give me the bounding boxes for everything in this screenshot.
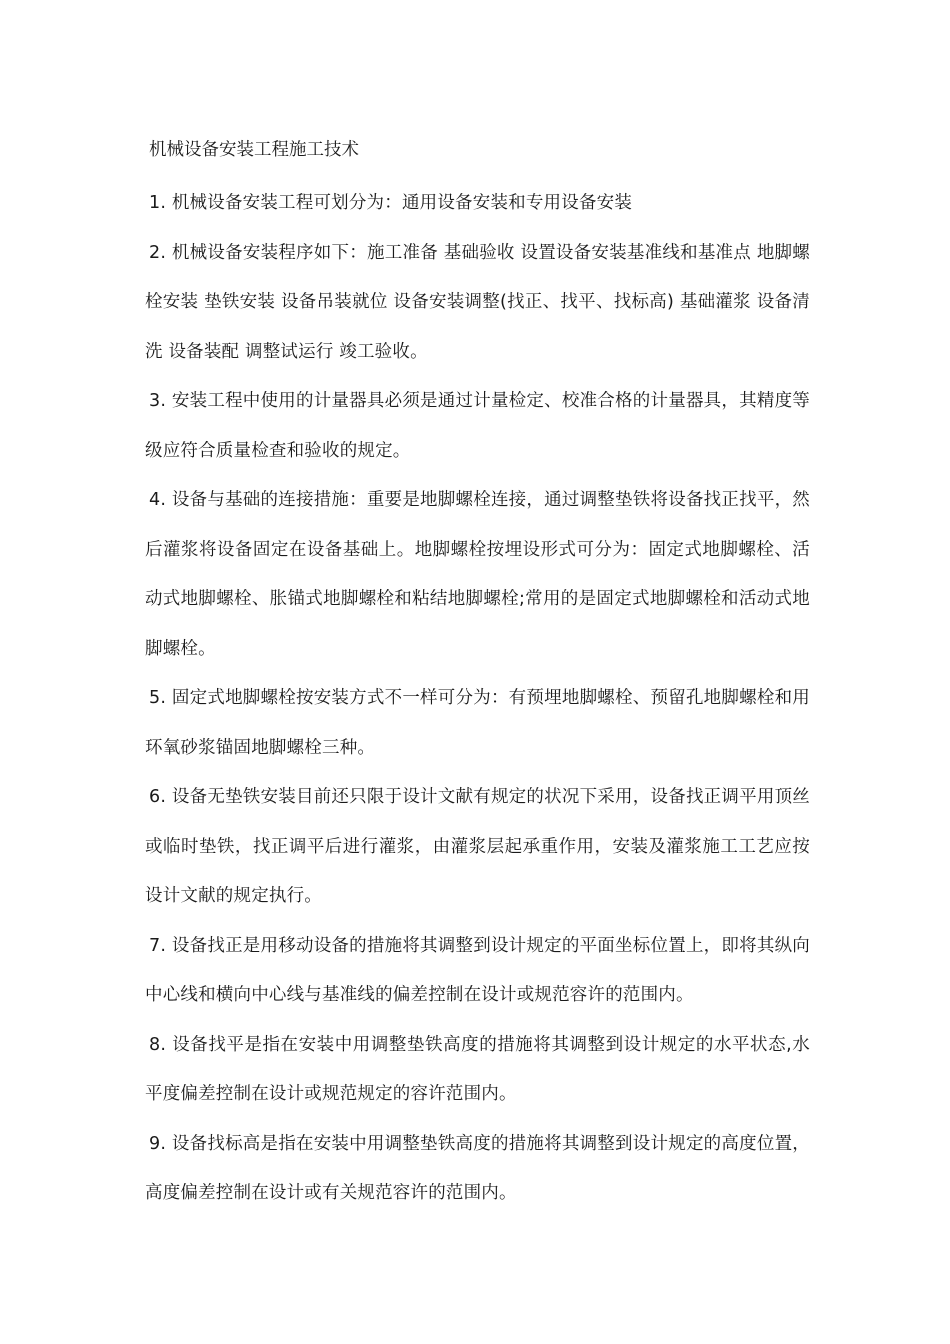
paragraph-3: 3. 安装工程中使用的计量器具必须是通过计量检定、校准合格的计量器具，其精度等级应符合质量检查和验收的规定。 (145, 391, 810, 461)
document-page (145, 134, 810, 1219)
paragraph-4: 4. 设备与基础的连接措施：重要是地脚螺栓连接，通过调整垫铁将设备找正找平，然后灌浆将设备固定在设备基础上。地脚螺栓按埋设形式可分为：固定式地脚螺栓、活动式地脚螺栓、胀锚式地脚螺栓和粘结地脚螺栓;常用的是固定式地脚螺栓和活动式地脚螺栓。 (145, 490, 810, 659)
paragraph-9: 9. 设备找标高是指在安装中用调整垫铁高度的措施将其调整到设计规定的高度位置，高度偏差控制在设计或有关规范容许的范围内。 (145, 1133, 810, 1203)
paragraph-5: 5. 固定式地脚螺栓按安装方式不一样可分为：有预埋地脚螺栓、预留孔地脚螺栓和用环氧砂浆锚固地脚螺栓三种。 (145, 688, 810, 758)
document-title: 机械设备安装工程施工技术 (149, 140, 359, 160)
paragraph-1: 1. 机械设备安装工程可划分为：通用设备安装和专用设备安装 (149, 193, 633, 213)
paragraph-8: 8. 设备找平是指在安装中用调整垫铁高度的措施将其调整到设计规定的水平状态,水平度偏差控制在设计或规范规定的容许范围内。 (145, 1034, 810, 1104)
paragraph-7: 7. 设备找正是用移动设备的措施将其调整到设计规定的平面坐标位置上，即将其纵向中心线和横向中心线与基准线的偏差控制在设计或规范容许的范围内。 (145, 935, 810, 1005)
paragraph-6: 6. 设备无垫铁安装目前还只限于设计文献有规定的状况下采用，设备找正调平用顶丝或临时垫铁，找正调平后进行灌浆，由灌浆层起承重作用，安装及灌浆施工工艺应按设计文献的规定执行。 (145, 787, 810, 906)
paragraph-2: 2. 机械设备安装程序如下：施工准备 基础验收 设置设备安装基准线和基准点 地脚螺栓安装 垫铁安装 设备吊装就位 设备安装调整(找正、找平、找标高) 基础灌浆 设备清洗 设备装配 调整试运行 竣工验收。 (145, 242, 810, 362)
